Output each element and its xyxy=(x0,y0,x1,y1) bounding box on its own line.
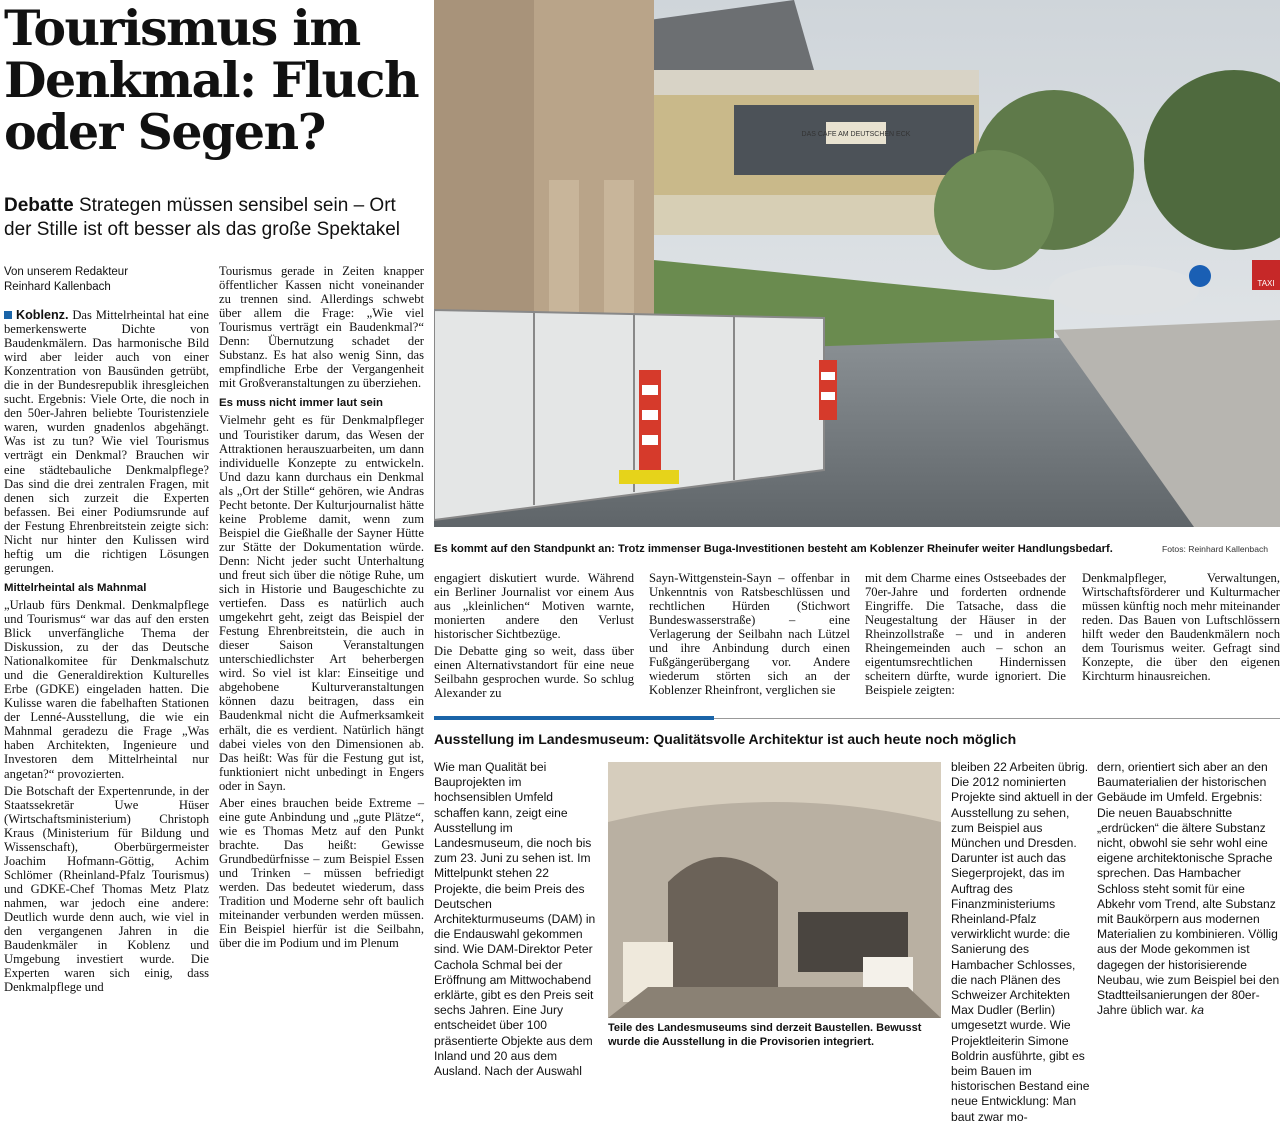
sidebar-column-1 xyxy=(434,760,597,1079)
article-paragraph xyxy=(4,308,209,575)
photo-credit: Fotos: Reinhard Kallenbach xyxy=(1162,544,1269,554)
deck-label: Debatte xyxy=(4,195,74,216)
byline xyxy=(4,265,209,295)
article-paragraph: Denkmalpfleger, Verwaltungen, Wirtschaftsförderer und Kulturmacher müssen künftig noch mehr miteinander reden. Das Bauen von Luftschlössern hilft weder den Baudenkmälern noch dem Tourismus weiter. Gefragt sind Konzepte, die über den eigenen Kirchturm hinausreichen. xyxy=(1082,571,1280,684)
article-column-2 xyxy=(219,264,424,953)
article-paragraph: „Urlaub fürs Denkmal. Denkmalpflege und Tourismus“ war das auf den ersten Blick unverfängliche Thema der Diskussion, zu der das Deutsche Nationalkomitee für Denkmalschutz und die Generaldirektion Kulturelles Erbe (GDKE) eingeladen hatten. Die Kulisse waren die fabelhaften Stationen der Lenné-Ausstellung, die wie ein Mahnmal geradezu die Frage „Was haben Architekten, Ingenieure und Investoren dem Mittelrheintal nur angetan?“ provozierten. xyxy=(4,597,209,781)
article-paragraph: engagiert diskutiert wurde. Während ein Berliner Journalist vor einem Aus aus „kleinlichen“ Motiven warnte, monierten andere den Verlust historischer Sichtbezüge. xyxy=(434,571,634,642)
main-photo xyxy=(434,0,1280,527)
article-column-1 xyxy=(4,308,209,997)
museum-photo xyxy=(608,762,941,1018)
article-paragraph: Vielmehr geht es für Denkmalpfleger und Touristiker darum, das Wesen der Attraktionen herauszuarbeiten, um dann individuelle Konzepte zu entwickeln. Und dazu kann durchaus ein Denkmal als „Ort der Stille“ gehören, wie Andras Pecht betonte. Der Kulturjournalist hätte keine Probleme damit, wenn zum Beispiel die Gießhalle der Sayner Hütte zur Stätte der Dokumentation würde. Denn: Nicht jeder sucht Unterhaltung und freut sich über die nötige Ruhe, um sich in Historie und Baugeschichte zu vertiefen. Dass es natürlich auch umgekehrt geht, zeigt das Beispiel der Festung Ehrenbreitstein, die auch in dieser Saison Veranstaltungen unterschiedlichster Art beherbergen wird. So viel ist klar: Einseitige und abgehobene Kulturveranstaltungen können dazu beitragen, dass ein Baudenkmal nicht die Aufmerksamkeit erhält, die es verdient. Natürlich hängt dabei vieles von den Dimensionen ab. Das heißt: Was für die Festung gut ist, funktioniert nicht unbedingt in Engers oder in Sayn. xyxy=(219,413,424,793)
subheading: Es muss nicht immer laut sein xyxy=(219,397,383,410)
byline-author: Reinhard Kallenbach xyxy=(4,281,111,293)
article-column-3 xyxy=(434,571,634,703)
dateline-square-icon xyxy=(4,311,12,319)
sidebar-paragraph: bleiben 22 Arbeiten übrig. Die 2012 nominierten Projekte sind aktuell in der Ausstellung zu sehen, zum Beispiel aus München und Dresden. Darunter ist auch das Siegerprojekt, das im Auftrag des Finanzministeriums Rheinland-Pfalz verwirklicht wurde: die Sanierung des Hambacher Schlosses, die nach Plänen des Schweizer Architekten Max Dudler (Berlin) umgesetzt wurde. Wie Projektleiterin Simone Boldrin ausführte, gibt es beim Bauen im historischen Bestand eine neue Entwicklung: Man baut zwar mo- xyxy=(951,760,1093,1124)
sidebar-divider xyxy=(714,718,1280,719)
sidebar-paragraph xyxy=(1097,760,1280,1018)
sidebar-accent-bar xyxy=(434,716,714,720)
deck xyxy=(4,194,424,242)
byline-line1: Von unserem Redakteur xyxy=(4,266,129,278)
subheading: Mittelrheintal als Mahnmal xyxy=(4,581,147,594)
article-paragraph: Sayn-Wittgenstein-Sayn – offenbar in Unkenntnis von Ratsbeschlüssen und rechtlichen Hürden (Stichwort Bundeswasserstraße) – eine Verlagerung der Seilbahn nach Lützel und ihre Anbindung durch einen Fußgängerübergang vor. Andere wiederum störten sich an der Koblenzer Rheinfront, verglichen sie xyxy=(649,571,850,698)
article-paragraph: mit dem Charme eines Ostseebades der 70er-Jahre und forderten ordnende Eingriffe. Die Tatsache, dass die Neugestaltung der Häuser in der Rheinzollstraße – und in anderen Rheingemeinden auch – schon an eigentumsrechtlichen Hindernissen scheitern dürfte, wurde ignoriert. Die Beispiele zeigten: xyxy=(865,571,1066,698)
article-paragraph: Tourismus gerade in Zeiten knapper öffentlicher Kassen nicht voneinander zu trennen sind. Allerdings schwebt über allem die Frage: „Wie viel Tourismus verträgt ein Baudenkmal?“ Denn: Übernutzung schadet der Substanz. Es hat also wenig Sinn, das empfindliche Erbe der Vergangenheit mit Großveranstaltungen zu überziehen. xyxy=(219,264,424,391)
deck-text: Strategen müssen sensibel sein – Ort der Stille ist oft besser als das große Spektakel xyxy=(4,195,401,240)
main-photo-illustration xyxy=(434,0,1280,527)
taxi-sign: TAXI xyxy=(1257,279,1275,288)
article-column-6 xyxy=(1082,571,1280,686)
article-paragraph: Die Debatte ging so weit, dass über einen Alternativstandort für eine neue Seilbahn gesprochen wurde. So schlug Alexander zu xyxy=(434,644,634,701)
museum-photo-caption: Teile des Landesmuseums sind derzeit Baustellen. Bewusst wurde die Ausstellung in die Provisorien integriert. xyxy=(608,1022,922,1048)
article-column-4 xyxy=(649,571,850,700)
cafe-sign: DAS CAFE AM DEUTSCHEN ECK xyxy=(801,131,911,138)
article-text: Das Mittelrheintal hat eine bemerkenswerte Dichte von Baudenkmälern. Das harmonische Bild wird aber leider auch von einer Konzentration von Bausünden getrübt, die in der Bundesrepublik ihresgleichen sucht. Ergebnis: Viele Orte, die noch in den 50er-Jahren beliebte Touristenziele waren, wurden gnadenlos abgehängt. Was ist zu tun? Wie viel Tourismus verträgt ein Denkmal? Brauchen wir eine städtebauliche Denkmalpflege? Das sind die drei zentralen Fragen, mit denen sich zurzeit die Experten befassen. Bei einer Podiumsrunde auf der Festung Ehrenbreitstein zeigte sich: Nicht nur hinter den Kulissen wird heftig um die richtigen Lösungen gerungen. xyxy=(4,308,209,575)
sidebar-paragraph: Wie man Qualität bei Bauprojekten im hochsensiblen Umfeld schaffen kann, zeigt eine Ausstellung im Landesmuseum, die noch bis zum 23. Juni zu sehen ist. Im Mittelpunkt stehen 22 Projekte, die beim Preis des Deutschen Architekturmuseums (DAM) in die Endauswahl gekommen sind. Wie DAM-Direktor Peter Cachola Schmal bei der Eröffnung am Mittwochabend erklärte, gibt es den Preis seit sechs Jahren. Eine Jury entscheidet über 100 präsentierte Objekte aus dem Inland und 20 aus dem Ausland. Nach der Auswahl xyxy=(434,760,596,1079)
dateline: Koblenz. xyxy=(16,308,69,322)
sidebar-column-3 xyxy=(1097,760,1280,1018)
headline: Tourismus im Denkmal: Fluch oder Segen? xyxy=(4,0,419,161)
article-paragraph: Die Botschaft der Expertenrunde, in der Staatssekretär Uwe Hüser (Wirtschaftsministerium) Christoph Kraus (Ministerium für Bildung und Wissenschaft), Oberbürgermeister Joachim Hofmann-Göttig, Achim Schlömer (Rheinland-Pfalz Tourismus) und GDKE-Chef Thomas Metz Platz nahmen, war jedoch eine andere: Deutlich wurde denn auch, wie viel in den vergangenen Jahren in die Baudenkmäler in Koblenz und Umgebung investiert wurde. Die Experten waren sich einig, dass Denkmalpflege und xyxy=(4,783,209,995)
museum-photo-illustration xyxy=(608,762,941,1018)
article-column-5 xyxy=(865,571,1066,700)
author-signature: ka xyxy=(1191,1003,1204,1018)
sidebar-text: dern, orientiert sich aber an den Baumaterialien der historischen Gebäude im Umfeld. Ergebnis: Die neuen Bauabschnitte „erdrücken“ die ältere Substanz nicht, obwohl sie sehr wohl eine eigene architektonische Sprache sprechen. Das Hambacher Schloss steht somit für eine Abkehr vom Trend, alte Substanz mit Baukörpern aus modernen Materialien zu kombinieren. Völlig aus der Mode gekommen ist dagegen der historisierende Neubau, wie zum Beispiel bei den Stadtteilsanierungen der 80er-Jahre üblich war. xyxy=(1097,760,1280,1018)
article-paragraph: Aber eines brauchen beide Extreme – eine gute Anbindung und „gute Plätze“, wie es Thomas Metz auf den Punkt brachte. Das heißt: Gewisse Grundbedürfnisse – zum Beispiel Essen und Trinken – müssen befriedigt werden. Das bedeutet wiederum, dass Tradition und Moderne sehr oft baulich miteinander verbunden werden müssen. Ein Beispiel hierfür ist die Seilbahn, über die im Podium und im Plenum xyxy=(219,795,424,951)
sidebar-title: Ausstellung im Landesmuseum: Qualitätsvolle Architektur ist auch heute noch möglich xyxy=(434,731,1017,747)
main-photo-caption: Es kommt auf den Standpunkt an: Trotz immenser Buga-Investitionen besteht am Koblenzer Rheinufer weiter Handlungsbedarf. xyxy=(434,543,1113,555)
sidebar-column-2 xyxy=(951,760,1093,1125)
